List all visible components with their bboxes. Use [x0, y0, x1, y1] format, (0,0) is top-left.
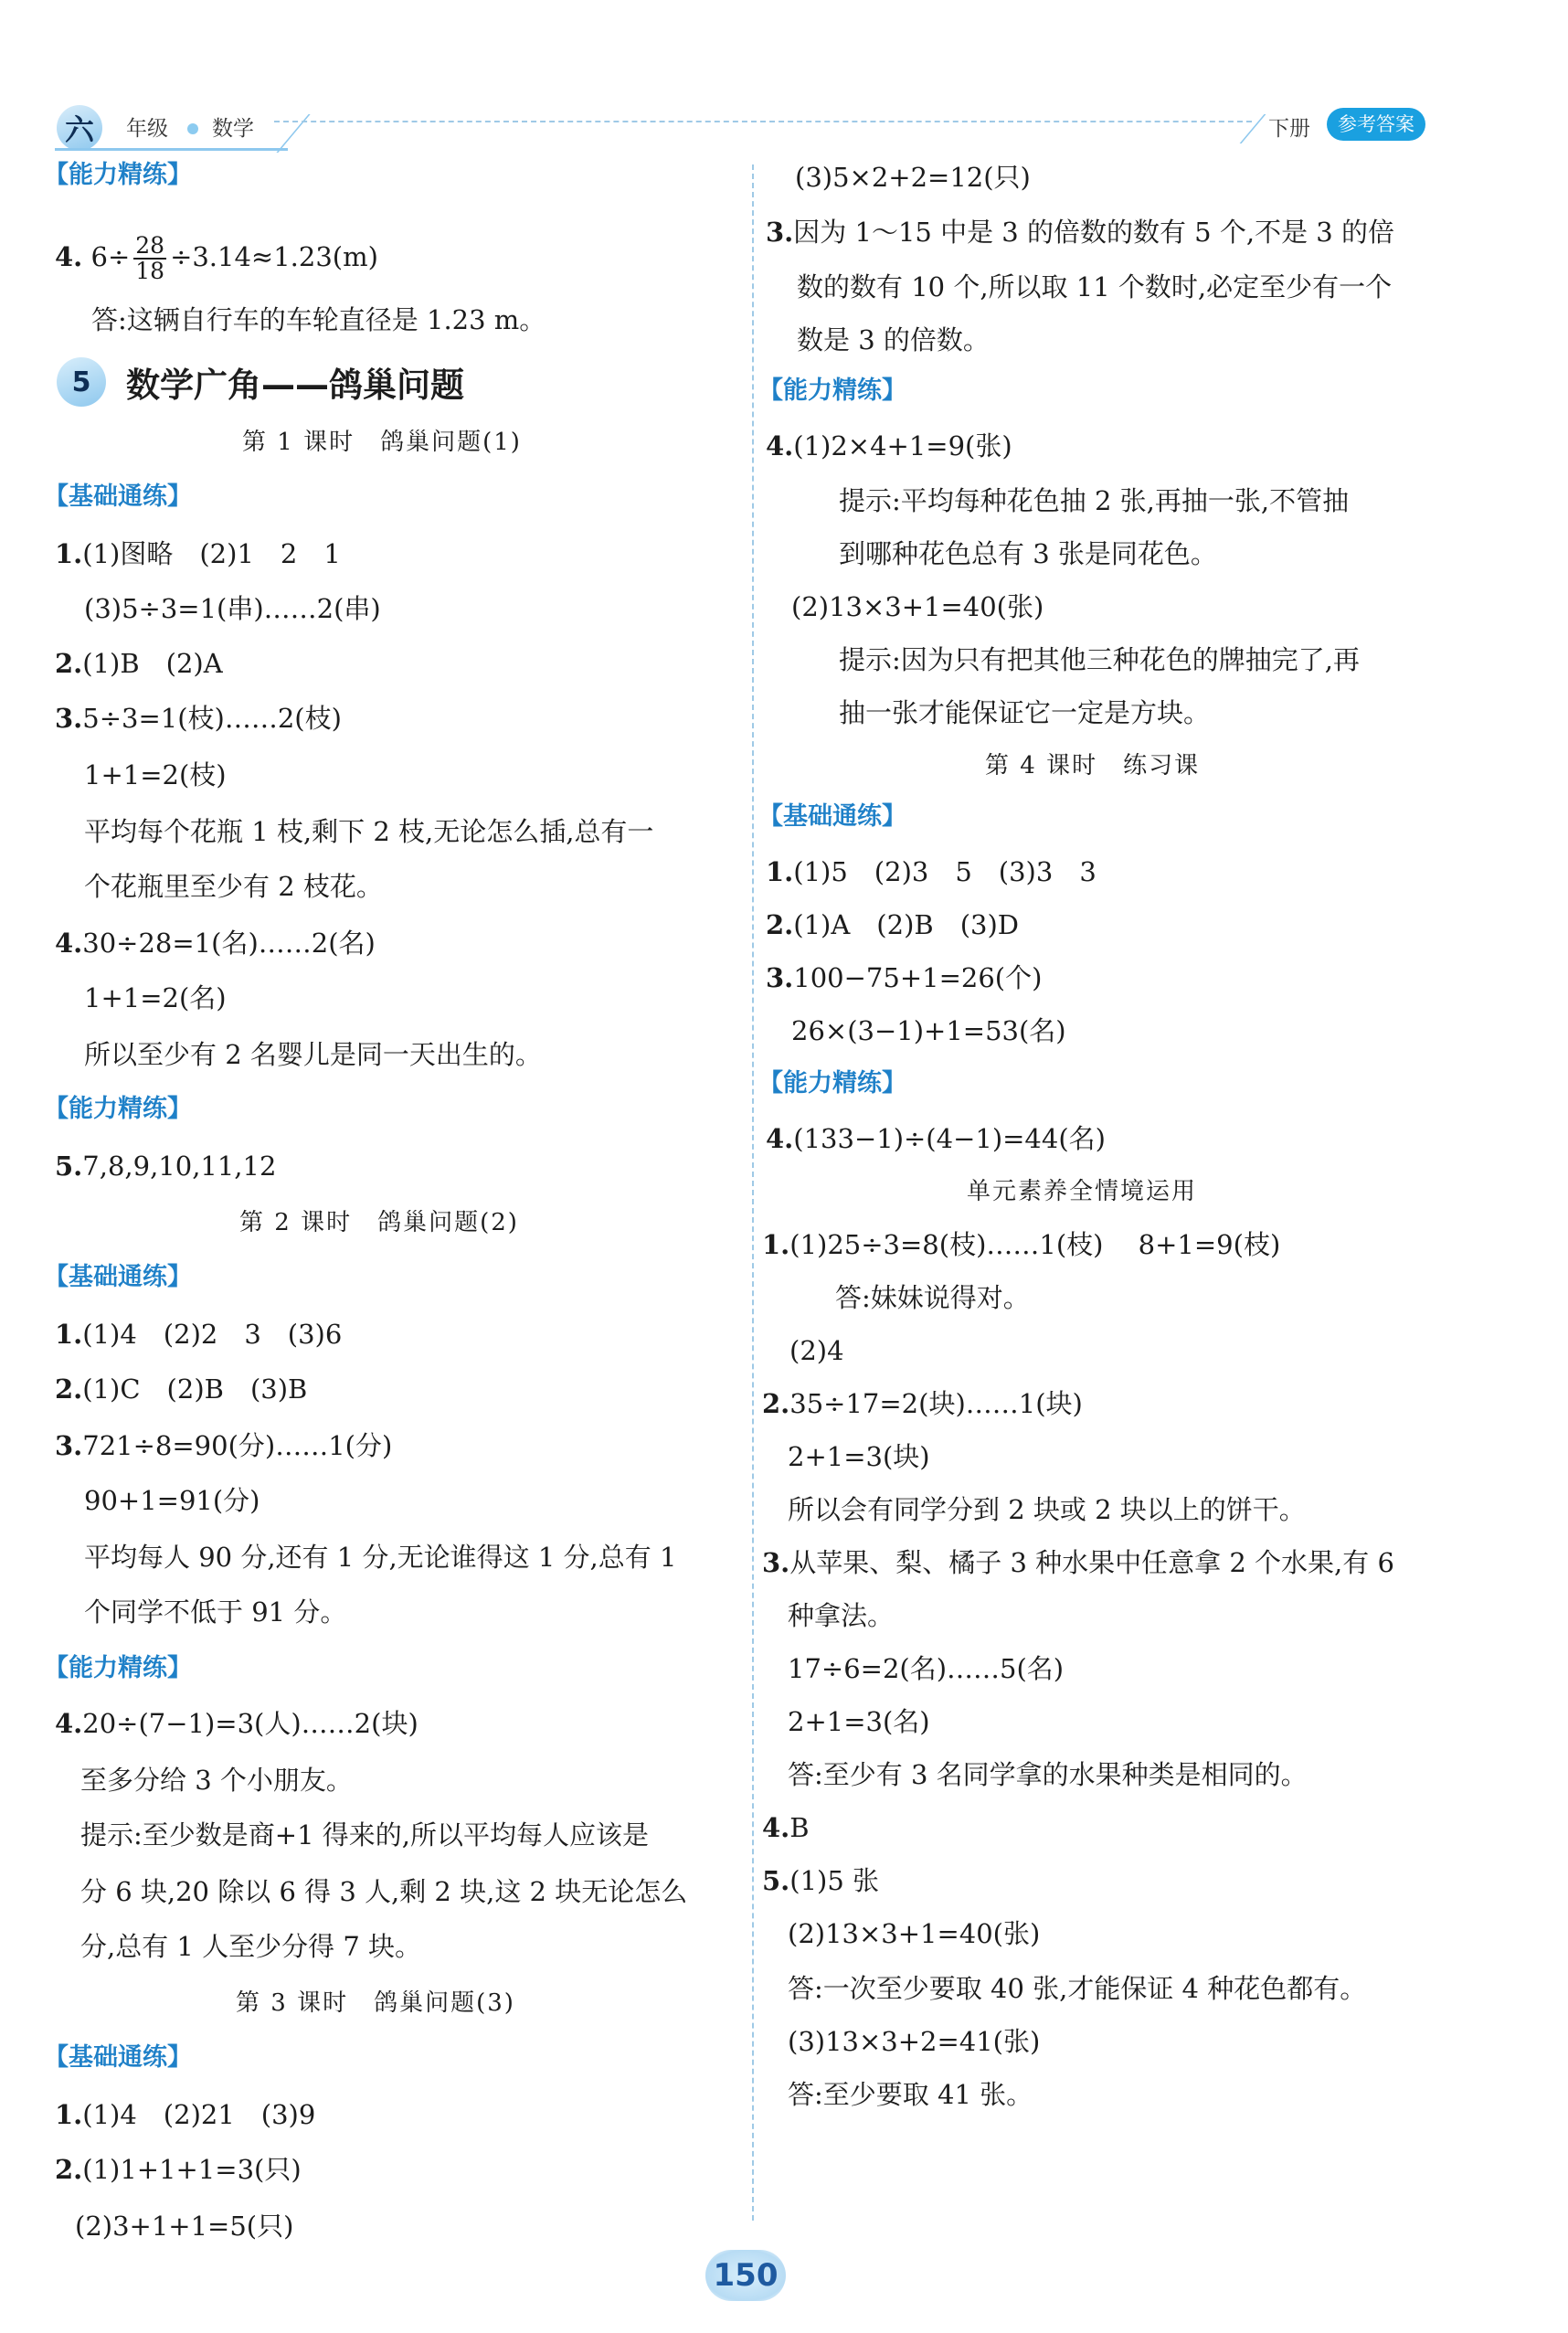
- question-number: 4.: [55, 241, 83, 272]
- question-number: 4.: [766, 430, 794, 461]
- question-number: 2.: [55, 2154, 83, 2185]
- section-title: 数学广角——鸽巢问题: [126, 366, 464, 405]
- answer-line: 2+1=3(名): [788, 1706, 930, 1737]
- answer-text: (133−1)÷(4−1)=44(名): [793, 1123, 1106, 1154]
- answer-line: (2)3+1+1=5(只): [75, 2211, 294, 2242]
- section-tag-basic: 【基础通练】: [44, 483, 192, 511]
- answer-line: [766, 907, 1019, 943]
- answer-text: 从苹果、梨、橘子 3 种水果中任意拿 2 个水果,有 6: [789, 1547, 1394, 1578]
- section-tag-ability: 【能力精练】: [758, 376, 906, 405]
- answer-line: [766, 854, 1097, 890]
- header-underline: [55, 148, 288, 151]
- answer-line: 分 6 块,20 除以 6 得 3 人,剩 2 块,这 2 块无论怎么: [80, 1876, 688, 1907]
- answer-line: (2)4: [789, 1335, 844, 1366]
- answer-text: 7,8,9,10,11,12: [82, 1151, 277, 1182]
- answer-text: (1)25÷3=8(枝)……1(枝) 8+1=9(枝): [789, 1229, 1281, 1260]
- answer-line: 答:一次至少要取 40 张,才能保证 4 种花色都有。: [788, 1973, 1367, 2004]
- answer-text: (1)4 (2)2 3 (3)6: [82, 1319, 343, 1350]
- answer-text: (1)2×4+1=9(张): [793, 430, 1012, 461]
- question-number: 5.: [55, 1151, 83, 1182]
- answer-line: [55, 645, 223, 682]
- question-number: 1.: [55, 538, 83, 569]
- section-number-badge: 5: [57, 357, 106, 407]
- question-number: 1.: [55, 1319, 83, 1350]
- section-tag-ability: 【能力精练】: [44, 1654, 192, 1682]
- answer-line: 90+1=91(分): [84, 1485, 260, 1516]
- question-number: 4.: [55, 1708, 83, 1739]
- answer-line: 个花瓶里至少有 2 枝花。: [84, 871, 383, 902]
- lesson-title: 第 2 课时 鸽巢问题(2): [239, 1209, 519, 1236]
- section-tag-basic: 【基础通练】: [44, 1263, 192, 1291]
- answer-text: (1)5 张: [789, 1865, 880, 1896]
- answer-line: 提示:因为只有把其他三种花色的牌抽完了,再: [839, 644, 1360, 675]
- answer-text: 因为 1～15 中是 3 的倍数的数有 5 个,不是 3 的倍: [793, 217, 1394, 248]
- answer-text: 20÷(7−1)=3(人)……2(块): [82, 1708, 418, 1739]
- section-tag-ability: 【能力精练】: [44, 161, 192, 189]
- question-number: 3.: [55, 1430, 83, 1461]
- answer-line: [762, 1862, 879, 1899]
- lesson-title: 第 1 课时 鸽巢问题(1): [242, 429, 522, 456]
- answer-line: [55, 536, 341, 572]
- question-number: 1.: [762, 1229, 790, 1260]
- answer-line: 抽一张才能保证它一定是方块。: [839, 697, 1211, 728]
- answer-line: [766, 428, 1012, 464]
- answer-line: 答:至少有 3 名同学拿的水果种类是相同的。: [788, 1759, 1308, 1790]
- answer-text: (1)1+1+1=3(只): [82, 2154, 302, 2185]
- answer-line: (3)5×2+2=12(只): [795, 162, 1031, 193]
- question-number: 4.: [766, 1123, 794, 1154]
- answer-line: 提示:至少数是商+1 得来的,所以平均每人应该是: [80, 1819, 649, 1850]
- answer-line: 至多分给 3 个小朋友。: [80, 1765, 353, 1796]
- answer-line: [55, 700, 342, 737]
- fraction: [133, 234, 166, 283]
- fraction-numerator: 28: [135, 232, 165, 259]
- question-number: 3.: [762, 1547, 790, 1578]
- answer-line: 提示:平均每种花色抽 2 张,再抽一张,不管抽: [839, 485, 1350, 516]
- answer-line: 所以会有同学分到 2 块或 2 块以上的饼干。: [788, 1494, 1306, 1525]
- answer-line: 数的数有 10 个,所以取 11 个数时,必定至少有一个: [797, 271, 1393, 302]
- answer-line: 2+1=3(块): [788, 1441, 930, 1472]
- answer-line: [55, 2096, 315, 2133]
- answer-line: 答:妹妹说得对。: [835, 1282, 1030, 1313]
- answer-line: [55, 1316, 342, 1352]
- question-number: 5.: [762, 1865, 790, 1896]
- question-number: 2.: [55, 1373, 83, 1405]
- question-number: 1.: [55, 2099, 83, 2130]
- header-dot: [187, 123, 198, 134]
- answer-line: 种拿法。: [788, 1600, 895, 1631]
- question-number: 3.: [55, 703, 83, 734]
- question-number: 2.: [55, 648, 83, 679]
- section-tag-ability: 【能力精练】: [758, 1069, 906, 1098]
- page-header: [0, 0, 1568, 160]
- answer-text: (1)C (2)B (3)B: [82, 1373, 308, 1405]
- question-number: 1.: [766, 856, 794, 887]
- answer-line: (2)13×3+1=40(张): [788, 1918, 1041, 1949]
- answer-line: 平均每个花瓶 1 枝,剩下 2 枝,无论怎么插,总有一: [84, 816, 654, 847]
- answer-text: 35÷17=2(块)……1(块): [789, 1388, 1083, 1419]
- answer-line: [766, 214, 1394, 250]
- grade-label: 年级: [126, 117, 168, 141]
- answer-line: 26×(3−1)+1=53(名): [791, 1015, 1066, 1046]
- header-dash-line: [274, 121, 1252, 122]
- answer-text: 721÷8=90(分)……1(分): [82, 1430, 393, 1461]
- answer-line: [55, 1705, 418, 1742]
- answer-text: (1)A (2)B (3)D: [793, 909, 1020, 940]
- page-number: 150: [705, 2250, 786, 2301]
- answer-line: [766, 960, 1042, 996]
- answer-line: 所以至少有 2 名婴儿是同一天出生的。: [84, 1039, 542, 1070]
- answer-line: [55, 1371, 307, 1407]
- answer-text: (1)B (2)A: [82, 648, 223, 679]
- formula-part: 6÷: [90, 241, 131, 272]
- formula-part: ÷3.14≈1.23(m): [170, 241, 378, 272]
- answer-line: [762, 1544, 1394, 1581]
- answer-line: 答:这辆自行车的车轮直径是 1.23 m。: [91, 304, 546, 335]
- answer-text: (1)4 (2)21 (3)9: [82, 2099, 316, 2130]
- lesson-title: 第 4 课时 练习课: [985, 752, 1201, 779]
- answer-text: B: [789, 1812, 810, 1843]
- answer-line: [55, 925, 376, 961]
- answer-line: (2)13×3+1=40(张): [791, 591, 1044, 622]
- subject-label: 数学: [212, 117, 254, 141]
- answer-line: 到哪种花色总有 3 张是同花色。: [839, 538, 1217, 569]
- answer-line: 17÷6=2(名)……5(名): [788, 1653, 1065, 1684]
- answer-text: (1)5 (2)3 5 (3)3 3: [793, 856, 1097, 887]
- question-number: 4.: [762, 1812, 790, 1843]
- answer-line: 1+1=2(枝): [84, 759, 227, 790]
- answer-line: [55, 1148, 276, 1184]
- answer-line: [762, 1385, 1083, 1422]
- volume-label: 下册: [1268, 117, 1310, 141]
- question-number: 4.: [55, 928, 83, 959]
- question-number: 2.: [766, 909, 794, 940]
- answer-line: 数是 3 的倍数。: [797, 324, 990, 355]
- fraction-denominator: 18: [135, 258, 165, 284]
- question-number: 2.: [762, 1388, 790, 1419]
- answer-line: [55, 1427, 392, 1464]
- section-heading: [57, 356, 464, 408]
- answer-text: 30÷28=1(名)……2(名): [82, 928, 376, 959]
- answer-line: (3)13×3+2=41(张): [788, 2026, 1041, 2057]
- answer-line: (3)5÷3=1(串)……2(串): [84, 593, 381, 624]
- answer-line: [766, 1120, 1106, 1157]
- section-tag-ability: 【能力精练】: [44, 1095, 192, 1123]
- answer-line: [762, 1226, 1280, 1263]
- answer-text: (1)图略 (2)1 2 1: [82, 538, 341, 569]
- question-number: 3.: [766, 962, 794, 993]
- answer-line: [55, 230, 378, 283]
- header-slash-right: [1240, 114, 1266, 143]
- lesson-title: 第 3 课时 鸽巢问题(3): [236, 1989, 515, 2017]
- answer-line: 个同学不低于 91 分。: [84, 1596, 347, 1628]
- answer-line: 分,总有 1 人至少分得 7 块。: [80, 1931, 421, 1962]
- question-number: 3.: [766, 217, 794, 248]
- answer-line: [762, 1809, 810, 1846]
- section-tag-basic: 【基础通练】: [758, 802, 906, 831]
- answer-text: 5÷3=1(枝)……2(枝): [82, 703, 342, 734]
- answer-key-tag: 参考答案: [1327, 108, 1425, 141]
- answer-text: 100−75+1=26(个): [793, 962, 1043, 993]
- grade-badge: 六: [57, 105, 102, 151]
- answer-line: [55, 2151, 302, 2188]
- section-tag-basic: 【基础通练】: [44, 2043, 192, 2072]
- answer-line: 1+1=2(名): [84, 982, 227, 1013]
- unit-title: 单元素养全情境运用: [967, 1178, 1198, 1205]
- answer-line: 答:至少要取 41 张。: [788, 2079, 1033, 2110]
- answer-line: 平均每人 90 分,还有 1 分,无论谁得这 1 分,总有 1: [84, 1542, 677, 1573]
- column-divider: [752, 164, 754, 2221]
